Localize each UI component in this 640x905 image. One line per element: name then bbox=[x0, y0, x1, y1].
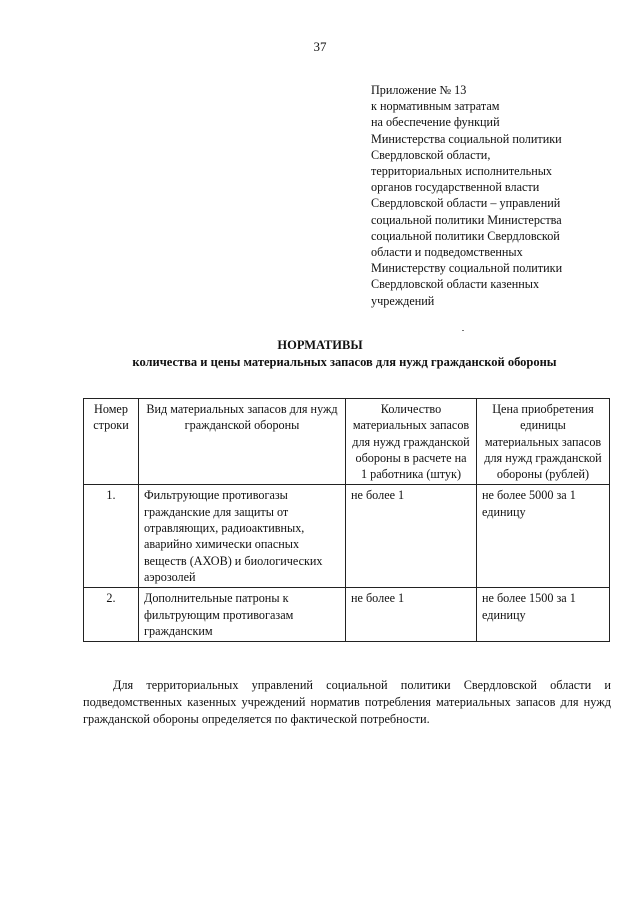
appendix-line: области и подведомственных bbox=[371, 245, 523, 260]
appendix-line: Министерству социальной политики bbox=[371, 261, 563, 276]
row-quantity: не более 1 bbox=[346, 485, 477, 588]
norms-table bbox=[83, 398, 610, 642]
table-row bbox=[84, 485, 610, 588]
appendix-line: Свердловской области, bbox=[371, 147, 491, 162]
row-item: Фильтрующие противогазы гражданские для защиты от отравляющих, радиоактивных, аварийно химически опасных веществ (АХОВ) и биологических аэрозолей bbox=[139, 485, 346, 588]
document-title: НОРМАТИВЫ bbox=[277, 338, 363, 352]
row-number: 2. bbox=[84, 588, 139, 642]
body-paragraph: Для территориальных управлений социальной политики Свердловской области и подведомственных казенных учреждений норматив потребления материальных запасов для нужд гражданской обороны определяется по фактической потребности. bbox=[83, 678, 611, 726]
scan-speck bbox=[462, 330, 464, 331]
row-item: Дополнительные патроны к фильтрующим противогазам гражданским bbox=[139, 588, 346, 642]
appendix-line: к нормативным затратам bbox=[371, 99, 500, 114]
appendix-line: территориальных исполнительных bbox=[371, 164, 553, 179]
appendix-line: социальной политики Министерства bbox=[371, 212, 562, 227]
row-price: не более 1500 за 1 единицу bbox=[477, 588, 610, 642]
appendix-line: Приложение № 13 bbox=[371, 83, 467, 97]
appendix-line: Свердловской области – управлений bbox=[371, 196, 561, 211]
appendix-line: учреждений bbox=[371, 293, 435, 308]
document-subtitle: количества и цены материальных запасов для нужд гражданской обороны bbox=[132, 355, 557, 369]
header-quantity: Количество материальных запасов для нужд гражданской обороны в расчете на 1 работника (штук) bbox=[346, 399, 477, 485]
appendix-line: Министерства социальной политики bbox=[371, 131, 562, 146]
page-number: 37 bbox=[313, 39, 327, 54]
row-quantity: не более 1 bbox=[346, 588, 477, 642]
header-price: Цена приобретения единицы материальных запасов для нужд гражданской обороны (рублей) bbox=[477, 399, 610, 485]
appendix-line: органов государственной власти bbox=[371, 180, 540, 195]
table-row bbox=[84, 588, 610, 642]
header-item-type: Вид материальных запасов для нужд гражданской обороны bbox=[139, 399, 346, 485]
appendix-line: социальной политики Свердловской bbox=[371, 228, 560, 243]
row-number: 1. bbox=[84, 485, 139, 588]
header-row-number: Номер строки bbox=[84, 399, 139, 485]
appendix-header bbox=[371, 82, 616, 309]
appendix-line: на обеспечение функций bbox=[371, 115, 500, 130]
appendix-line: Свердловской области казенных bbox=[371, 277, 540, 292]
row-price: не более 5000 за 1 единицу bbox=[477, 485, 610, 588]
table-header-row bbox=[84, 399, 610, 485]
